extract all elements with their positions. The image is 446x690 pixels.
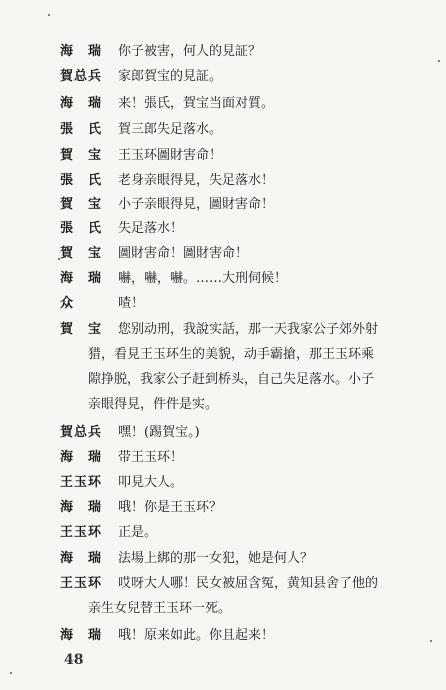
speaker-name: 王玉环 bbox=[60, 525, 103, 540]
dialogue-line bbox=[0, 521, 446, 545]
speaker-name: 王玉环 bbox=[60, 576, 103, 591]
dialogue-line bbox=[0, 92, 446, 116]
speaker-name: 王玉环 bbox=[60, 475, 103, 490]
speech-text: 法場上綁的那一女犯，她是何人？ bbox=[118, 551, 314, 566]
print-speck bbox=[58, 258, 60, 260]
speaker-name: 張 氏 bbox=[60, 221, 103, 236]
speaker-name: 賀总兵 bbox=[60, 69, 103, 84]
dialogue-line bbox=[0, 624, 446, 648]
print-speck bbox=[10, 672, 12, 674]
speaker-name: 張 氏 bbox=[60, 122, 103, 137]
speaker-name: 海 瑞 bbox=[60, 44, 103, 59]
dialogue-line bbox=[0, 144, 446, 168]
speaker-name: 海 瑞 bbox=[60, 450, 103, 465]
speech-text: 圖財害命！圖財害命！ bbox=[118, 246, 249, 261]
speaker-name: 賀 宝 bbox=[60, 148, 103, 163]
print-speck bbox=[438, 60, 440, 62]
dialogue-line bbox=[0, 572, 446, 596]
speech-continuation: 隙挣脱，我家公子赶到桥头，自己失足落水。小子 bbox=[88, 372, 375, 387]
speech-text: 您别动刑，我說实話，那一天我家公子郊外射 bbox=[118, 322, 379, 337]
speech-text: 家郎賀宝的見証。 bbox=[118, 69, 223, 84]
speaker-name: 海 瑞 bbox=[60, 271, 103, 286]
speaker-name: 賀总兵 bbox=[60, 425, 103, 440]
speaker-name: 众 bbox=[60, 296, 75, 311]
speaker-name: 海 瑞 bbox=[60, 551, 103, 566]
dialogue-line bbox=[0, 193, 446, 217]
dialogue-line bbox=[0, 242, 446, 266]
speaker-name: 張 氏 bbox=[60, 173, 103, 188]
speaker-name: 海 瑞 bbox=[60, 96, 103, 111]
speech-text: 老身亲眼得見，失足落水！ bbox=[118, 173, 275, 188]
print-speck bbox=[48, 14, 50, 16]
print-speck bbox=[430, 640, 432, 642]
speech-text: 正是。 bbox=[118, 525, 158, 540]
speech-continuation: 亲眼得見，件件是实。 bbox=[88, 397, 219, 412]
speech-text: 小子亲眼得見，圖財害命！ bbox=[118, 197, 275, 212]
speech-text: 王玉环圖財害命！ bbox=[118, 148, 223, 163]
dialogue-line bbox=[0, 40, 446, 64]
speech-text: 哦！你是王玉环？ bbox=[118, 500, 223, 515]
speaker-name: 海 瑞 bbox=[60, 500, 103, 515]
dialogue-line bbox=[0, 547, 446, 571]
speech-text: 喳！ bbox=[118, 296, 145, 311]
speech-continuation: 亲生女兒替王玉环一死。 bbox=[88, 601, 232, 616]
dialogue-line bbox=[0, 446, 446, 470]
dialogue-line bbox=[0, 292, 446, 316]
dialogue-line bbox=[0, 267, 446, 291]
dialogue-line bbox=[0, 496, 446, 520]
dialogue-line bbox=[0, 318, 446, 342]
speaker-name: 賀 宝 bbox=[60, 246, 103, 261]
page-number: 48 bbox=[64, 652, 84, 668]
speech-text: 叩見大人。 bbox=[118, 475, 184, 490]
speech-text: 哦！原来如此。你且起来！ bbox=[118, 628, 275, 643]
speech-continuation: 猎，看見王玉环生的美貌，动手霸搶，那王玉环乘 bbox=[88, 347, 375, 362]
speech-text: 失足落水！ bbox=[118, 221, 184, 236]
speech-text: 嚇，嚇，嚇。……大刑伺候！ bbox=[118, 271, 288, 286]
speech-text: 带王玉环！ bbox=[118, 450, 184, 465]
speech-text: 哎呀大人哪！民女被屈含冤，黄知县舍了他的 bbox=[118, 576, 379, 591]
speaker-name: 賀 宝 bbox=[60, 322, 103, 337]
speech-text: 你子被害，何人的見証？ bbox=[118, 44, 262, 59]
dialogue-line bbox=[0, 65, 446, 89]
speaker-name: 賀 宝 bbox=[60, 197, 103, 212]
dialogue-line bbox=[0, 169, 446, 193]
speaker-name: 海 瑞 bbox=[60, 628, 103, 643]
speech-text: 嘿！(踢賀宝。) bbox=[118, 425, 200, 440]
dialogue-line bbox=[0, 421, 446, 445]
speech-text: 賀三郎失足落水。 bbox=[118, 122, 223, 137]
dialogue-line bbox=[0, 217, 446, 241]
speech-text: 来！張氏，賀宝当面对質。 bbox=[118, 96, 275, 111]
dialogue-line bbox=[0, 471, 446, 495]
dialogue-line bbox=[0, 118, 446, 142]
